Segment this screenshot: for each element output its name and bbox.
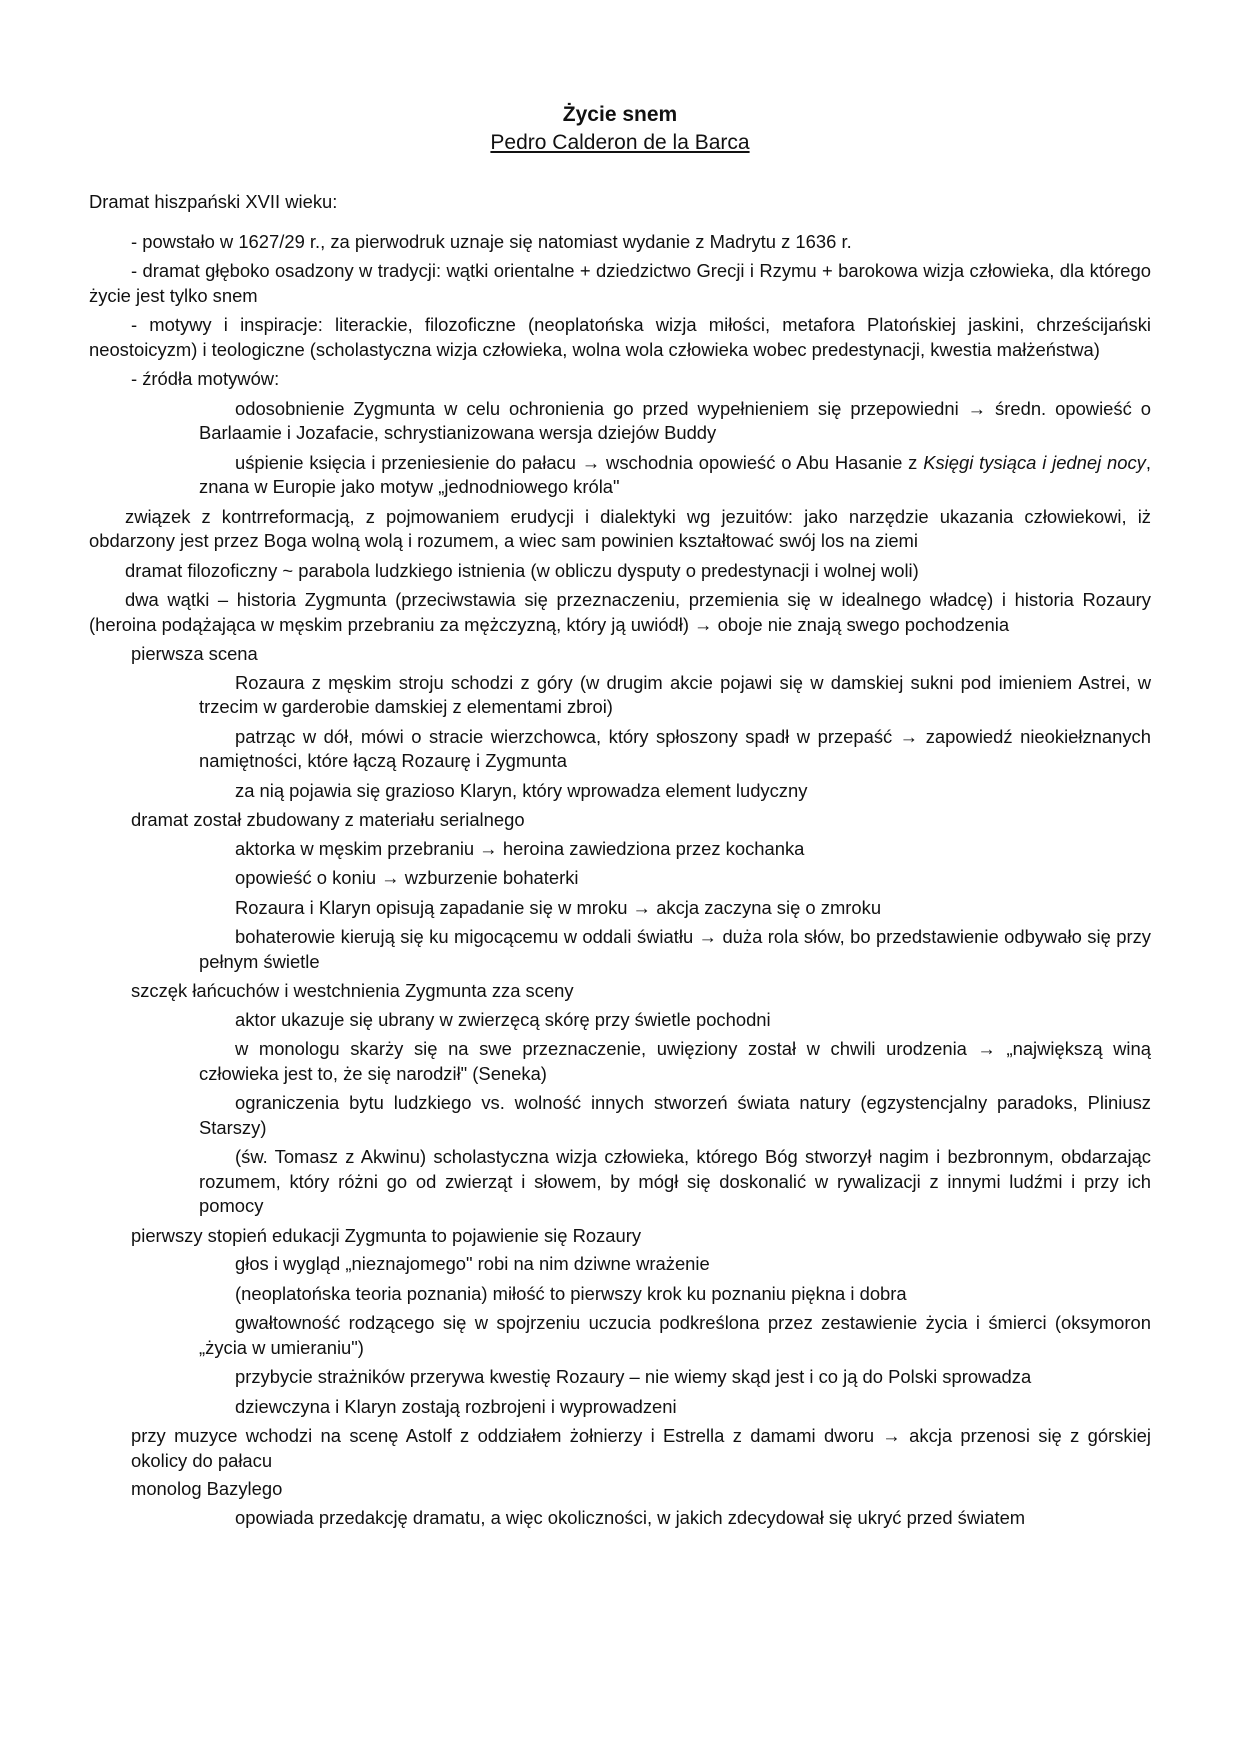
- bullet-tradition: - dramat głęboko osadzony w tradycji: wątki orientalne + dziedzictwo Grecji i Rzymu + barokowa wizja człowieka, dla którego życie jest tylko snem: [89, 260, 1151, 306]
- serial-actress: aktorka w męskim przebraniu → heroina zawiedziona przez kochanka: [235, 837, 805, 859]
- arrow-icon: →: [581, 451, 601, 473]
- bullet-sources: - źródła motywów:: [131, 368, 280, 389]
- scene-horse: patrząc w dół, mówi o stracie wierzchowca, który spłoszony spadł w przepaść → zapowiedź nieokiełznanych namiętności, które łączą Rozaurę i Zygmunta: [199, 725, 1151, 771]
- two-threads: dwa wątki – historia Zygmunta (przeciwstawia się przeznaczeniu, przemienia się w idealnego władcę) i historia Rozaury (heroina podążająca w męskim przebraniu za mężczyzną, który ją uwiódł) → oboje nie znają swego pochodzenia: [89, 589, 1151, 635]
- arrow-icon: →: [882, 1425, 901, 1446]
- scene-klaryn: za nią pojawia się grazioso Klaryn, który wprowadza element ludyczny: [235, 779, 808, 801]
- serial-light: bohaterowie kierują się ku migocącemu w oddali światłu → duża rola słów, bo przedstawienie odbywało się przy pełnym świetle: [199, 926, 1151, 972]
- source-isolation: odosobnienie Zygmunta w celu ochronienia go przed wypełnieniem się przepowiedni → średn. opowieść o Barlaamie i Jozafacie, schrystianizowana wersja dziejów Buddy: [199, 397, 1151, 443]
- arrow-icon: →: [899, 725, 919, 747]
- title-block: [0, 102, 1240, 158]
- philosophical-drama: dramat filozoficzny ~ parabola ludzkiego istnienia (w obliczu dysputy o predestynacji i wolnej woli): [125, 559, 919, 581]
- heading-bazyli: monolog Bazylego: [131, 1478, 283, 1499]
- education-guards: przybycie strażników przerywa kwestię Rozaury – nie wiemy skąd jest i co ją do Polski sprowadza: [235, 1366, 1032, 1387]
- education-love: (neoplatońska teoria poznania) miłość to pierwszy krok ku poznaniu piękna i dobra: [235, 1282, 907, 1304]
- arrow-icon: →: [694, 613, 713, 635]
- document-body: [89, 190, 1151, 1535]
- bullet-motifs: - motywy i inspiracje: literackie, filozoficzne (neoplatońska wizja miłości, metafora Platońskiej jaskini, chrześcijański neostoicyzm) i teologiczne (scholastyczna wizja człowieka, wolna wola człowieka wobec predestynacji, kwestia małżeństwa): [89, 314, 1151, 360]
- counter-reformation: związek z kontrreformacją, z pojmowaniem erudycji i dialektyki wg jezuitów: jako narzędzie ukazania człowiekowi, iż obdarzony jest przez Boga wolną wolą i rozumem, a wiec sam powinien kształtować swój los na ziemi: [89, 505, 1151, 551]
- source-sleep: uśpienie księcia i przeniesienie do pałacu → wschodnia opowieść o Abu Hasanie z Księgi tysiąca i jednej nocy, znana w Europie jako motyw „jednodniowego króla": [199, 451, 1151, 497]
- arrow-icon: →: [967, 397, 987, 419]
- arrow-icon: →: [698, 926, 717, 947]
- heading-first-scene: pierwsza scena: [131, 643, 258, 664]
- chains-aquinas: (św. Tomasz z Akwinu) scholastyczna wizja człowieka, którego Bóg stworzył nagim i bezbronnym, obdarzając rozumem, który różni go od zwierząt i słowem, by mógł się doskonalić w rywalizacji z innymi ludźmi i przy ich pomocy: [199, 1146, 1151, 1216]
- heading-serial-material: dramat został zbudowany z materiału serialnego: [131, 809, 525, 830]
- serial-horse: opowieść o koniu → wzburzenie bohaterki: [235, 867, 579, 888]
- arrow-icon: →: [381, 867, 400, 888]
- heading-music: przy muzyce wchodzi na scenę Astolf z oddziałem żołnierzy i Estrella z damami dworu → akcja przenosi się z górskiej okolicy do pałacu: [131, 1425, 1151, 1471]
- education-voice: głos i wygląd „nieznajomego" robi na nim dziwne wrażenie: [235, 1253, 710, 1274]
- chains-limits: ograniczenia bytu ludzkiego vs. wolność innych stworzeń świata natury (egzystencjalny paradoks, Pliniusz Starszy): [199, 1092, 1151, 1138]
- education-disarmed: dziewczyna i Klaryn zostają rozbrojeni i wyprowadzeni: [235, 1395, 677, 1417]
- chains-actor: aktor ukazuje się ubrany w zwierzęcą skórę przy świetle pochodni: [235, 1008, 771, 1030]
- arrow-icon: →: [632, 896, 652, 918]
- intro-line: Dramat hiszpański XVII wieku:: [89, 191, 338, 212]
- bazyli-story: opowiada przedakcję dramatu, a więc okoliczności, w jakich zdecydował się ukryć przed światem: [235, 1506, 1026, 1528]
- book-title: Księgi tysiąca i jednej nocy: [923, 451, 1146, 473]
- bullet-origin: - powstało w 1627/29 r., za pierwodruk uznaje się natomiast wydanie z Madrytu z 1636 r.: [131, 230, 852, 252]
- serial-dusk: Rozaura i Klaryn opisują zapadanie się w mroku → akcja zaczyna się o zmroku: [235, 896, 882, 918]
- heading-chains: szczęk łańcuchów i westchnienia Zygmunta zza sceny: [131, 980, 574, 1001]
- arrow-icon: →: [479, 837, 498, 859]
- page-title: Życie snem: [562, 103, 678, 126]
- heading-education: pierwszy stopień edukacji Zygmunta to pojawienie się Rozaury: [131, 1224, 642, 1246]
- chains-monologue: w monologu skarży się na swe przeznaczenie, uwięziony został w chwili urodzenia → „największą winą człowieka jest to, że się narodził" (Seneka): [199, 1038, 1151, 1084]
- author-name: Pedro Calderon de la Barca: [490, 131, 750, 154]
- arrow-icon: →: [977, 1038, 996, 1059]
- education-feeling: gwałtowność rodzącego się w spojrzeniu uczucia podkreślona przez zestawienie życia i śmierci (oksymoron „życia w umieraniu"): [199, 1312, 1151, 1358]
- scene-rozaura: Rozaura z męskim stroju schodzi z góry (w drugim akcie pojawi się w damskiej sukni pod imieniem Astrei, w trzecim w garderobie damskiej z elementami zbroi): [199, 671, 1151, 717]
